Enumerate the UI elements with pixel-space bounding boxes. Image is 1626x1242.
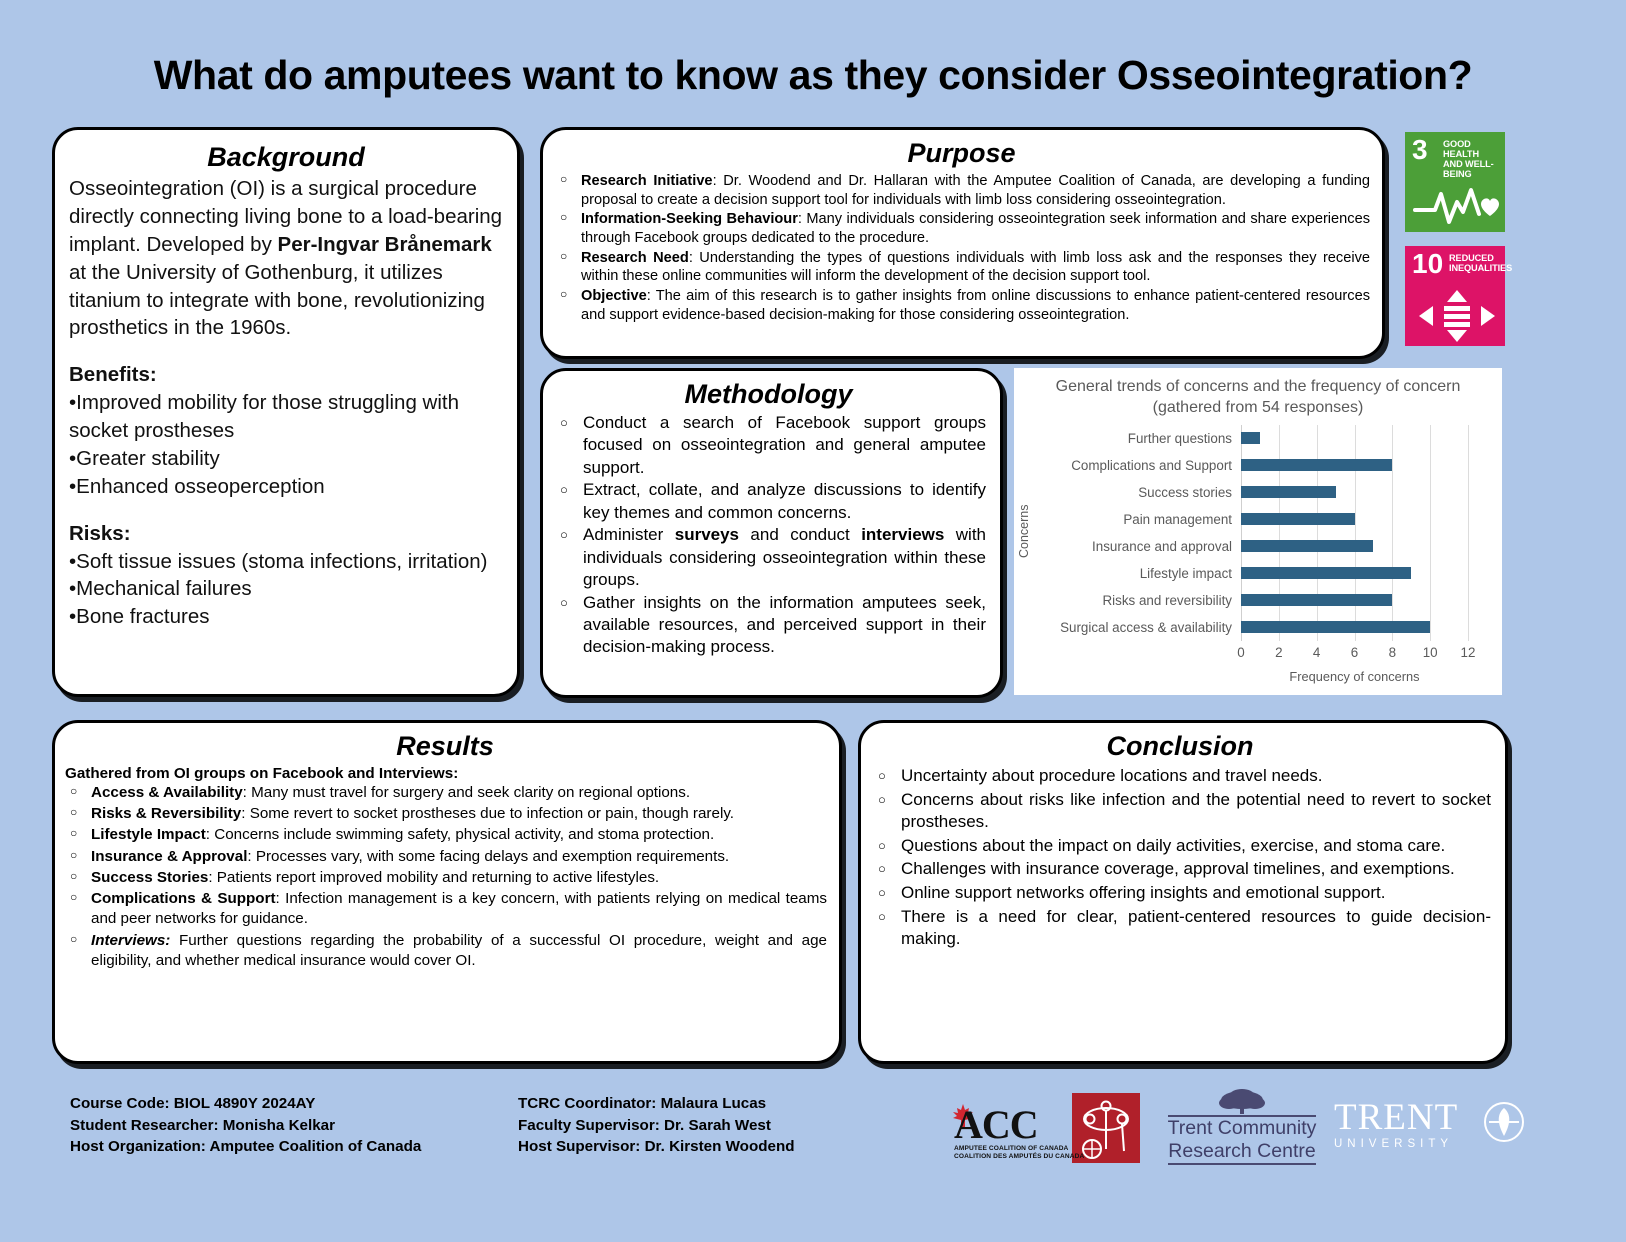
chart-bar [1241, 594, 1392, 606]
results-item-text: Further questions regarding the probability of a successful OI procedure, weight and age eligibility, and whether medical insurance would cover OI. [91, 931, 827, 969]
trent-university-logo [1334, 1099, 1519, 1161]
benefits-list [69, 389, 503, 501]
chart-x-tick-label: 12 [1460, 644, 1476, 660]
risks-heading: Risks: [69, 521, 131, 545]
chart-bar-track [1241, 614, 1502, 641]
methodology-list-item [551, 592, 986, 659]
acc-initials: ACC [954, 1102, 1038, 1147]
background-card-body [69, 175, 503, 631]
chart-x-tick-label: 0 [1237, 644, 1245, 660]
background-card-title: Background [207, 142, 365, 172]
background-intro-paragraph [69, 175, 503, 342]
sdg-10-caption-line1: REDUCED [1449, 253, 1494, 263]
purpose-item-text: : Many individuals considering osseointegration seek information and share experiences through Facebook groups dedicated to the procedure. [581, 211, 1370, 247]
results-item-label: Success Stories [91, 868, 209, 886]
conclusion-card [858, 720, 1508, 1064]
chart-bar [1241, 459, 1392, 471]
results-list-item [63, 931, 827, 971]
sdg-10-number: 10 [1412, 248, 1444, 279]
footer-line: TCRC Coordinator: Malaura Lucas [518, 1095, 767, 1112]
methodology-card-title: Methodology [684, 379, 853, 409]
tcrc-name-line1: Trent Community [1167, 1117, 1317, 1139]
footer-line: Faculty Supervisor: Dr. Sarah West [518, 1116, 771, 1134]
methodology-item-emphasis: surveys [674, 525, 740, 545]
background-spacer-1 [69, 342, 503, 361]
methodology-item-emphasis: interviews [861, 525, 945, 545]
chart-bar-row [1036, 587, 1502, 614]
results-card [52, 720, 842, 1064]
sdg-goal-3-badge [1405, 132, 1505, 232]
tcrc-logo [1162, 1089, 1322, 1169]
risk-item: •Mechanical failures [69, 577, 252, 601]
results-item-label: Complications & Support [91, 890, 276, 908]
chart-bar [1241, 432, 1260, 444]
acc-subtitle-en: AMPUTEE COALITION OF CANADA [954, 1145, 1069, 1152]
purpose-list [553, 172, 1370, 324]
chart-bar-track [1241, 479, 1502, 506]
results-list-item [63, 847, 827, 867]
chart-bar-row [1036, 452, 1502, 479]
sdg-3-number: 3 [1412, 134, 1428, 165]
background-inventor-name: Per-Ingvar Brånemark [277, 232, 492, 256]
results-list-item [63, 889, 827, 929]
trent-subtitle: UNIVERSITY [1334, 1138, 1454, 1150]
methodology-list-item [551, 479, 986, 524]
results-item-label: Interviews: [91, 931, 171, 949]
conclusion-list-item: ○ Questions about the impact on daily activities, exercise, and stoma care. [869, 835, 1491, 858]
purpose-item-label: Information-Seeking Behaviour [581, 211, 798, 228]
chart-y-axis-label: Concerns [1017, 504, 1031, 558]
benefit-item: •Greater stability [69, 446, 220, 470]
footer-line: Host Organization: Amputee Coalition of Canada [70, 1138, 422, 1156]
background-card [52, 127, 520, 697]
purpose-item-text: : Understanding the types of questions individuals with limb loss ask and the responses they receive within these online communities will inform the development of the decision support tool. [581, 249, 1370, 285]
chart-bar-row [1036, 506, 1502, 533]
chart-bar-rows [1036, 425, 1502, 641]
purpose-item-label: Research Initiative [581, 173, 713, 189]
chart-x-tick-label: 8 [1388, 644, 1397, 660]
background-intro-part1: Osseointegration (OI) is a surgical procedure directly connecting living bone to a load-bearing implant. Developed by [69, 177, 503, 256]
risks-list [69, 548, 503, 632]
chart-x-axis-ticks [1237, 644, 1476, 667]
results-list-item [63, 804, 827, 824]
chart-x-tick-label: 6 [1350, 644, 1359, 660]
chart-x-tick-label: 2 [1275, 644, 1283, 660]
chart-category-label: Surgical access & availability [1060, 619, 1232, 635]
chart-bar-track [1241, 452, 1502, 479]
sdg-3-caption-line1: GOOD HEALTH [1443, 139, 1479, 159]
background-spacer-2 [69, 501, 503, 520]
chart-category-label: Pain management [1123, 511, 1232, 527]
conclusion-list-item: ○ Concerns about risks like infection and the potential need to revert to socket prostheses. [869, 789, 1491, 834]
tcrc-name-line2: Research Centre [1168, 1140, 1316, 1162]
chart-bar-track [1241, 506, 1502, 533]
chart-plot-area [1014, 423, 1502, 684]
benefit-item: •Enhanced osseoperception [69, 474, 325, 498]
results-list-item [63, 825, 827, 845]
equality-arrows-icon [1415, 288, 1499, 344]
chart-title: General trends of concerns and the frequency of concern (gathered from 54 responses) [1055, 378, 1461, 416]
results-item-label: Insurance & Approval [91, 847, 248, 865]
chart-category-label: Complications and Support [1071, 457, 1232, 473]
footer-line: Student Researcher: Monisha Kelkar [70, 1116, 336, 1134]
chart-category-label: Lifestyle impact [1139, 565, 1232, 581]
page-title: What do amputees want to know as they consider Osseointegration? [153, 52, 1473, 98]
results-item-text: : Some revert to socket prostheses due to infection or pain, though rarely. [241, 805, 734, 823]
chart-bar [1241, 486, 1336, 498]
results-item-text: : Patients report improved mobility and returning to active lifestyles. [208, 868, 660, 886]
results-item-label: Risks & Reversibility [91, 805, 242, 823]
trent-wordmark: TRENT [1334, 1097, 1459, 1138]
footer-course-info [70, 1093, 421, 1158]
conclusion-card-title: Conclusion [1106, 731, 1254, 761]
chart-x-tick-label: 10 [1422, 644, 1438, 660]
results-item-text: : Processes vary, with some facing delays and exemption requirements. [247, 847, 730, 865]
conclusion-list [869, 765, 1491, 951]
methodology-list-item [551, 412, 986, 479]
chart-bar-row [1036, 614, 1502, 641]
methodology-item-text: Administer [583, 525, 675, 545]
acc-subtitle [954, 1145, 1084, 1161]
risk-item: •Bone fractures [69, 605, 210, 629]
chart-bar-row [1036, 479, 1502, 506]
chart-bar-track [1241, 560, 1502, 587]
chart-bar-row [1036, 560, 1502, 587]
chart-bar [1241, 567, 1411, 579]
sdg-10-caption [1449, 254, 1512, 274]
partner-logos [950, 1085, 1510, 1180]
chart-category-label: Risks and reversibility [1102, 592, 1232, 608]
purpose-item-text: : Dr. Woodend and Dr. Hallaran with the Amputee Coalition of Canada, are developing a funding proposal to create a decision support tool for individuals with limb loss considering osseointegration. [581, 173, 1370, 208]
purpose-item-label: Research Need [581, 249, 689, 266]
conclusion-list-item: ○ There is a need for clear, patient-centered resources to guide decision-making. [869, 906, 1491, 951]
acc-subtitle-fr: COALITION DES AMPUTÉS DU CANADA [954, 1153, 1085, 1161]
background-intro-part2: at the University of Gothenburg, it utilizes titanium to integrate with bone, revolutionizing prosthetics in the 1960s. [69, 260, 485, 340]
methodology-list-item [551, 524, 986, 591]
concerns-frequency-chart [1014, 368, 1502, 695]
methodology-card [540, 368, 1003, 698]
sdg-3-caption [1443, 140, 1505, 180]
results-item-label: Access & Availability [91, 784, 243, 801]
purpose-list-item [553, 249, 1370, 286]
results-item-label: Lifestyle Impact [91, 826, 206, 844]
footer-line: Host Supervisor: Dr. Kirsten Woodend [518, 1138, 795, 1156]
results-lead-text: Gathered from OI groups on Facebook and Interviews: [65, 765, 459, 782]
purpose-item-label: Objective [581, 288, 647, 305]
tcrc-rule-bottom [1168, 1163, 1316, 1165]
chart-category-label: Insurance and approval [1092, 538, 1232, 554]
purpose-card-title: Purpose [907, 138, 1016, 168]
benefits-heading: Benefits: [69, 363, 157, 387]
chart-bar-row [1036, 533, 1502, 560]
chart-category-label: Further questions [1127, 430, 1232, 446]
footer-line: Course Code: BIOL 4890Y 2024AY [70, 1095, 316, 1112]
methodology-list [551, 412, 986, 659]
results-card-title: Results [396, 731, 494, 761]
heartbeat-icon [1413, 180, 1499, 228]
purpose-list-item [553, 287, 1370, 324]
chart-bar-track [1241, 425, 1502, 452]
purpose-list-item [553, 172, 1370, 209]
footer-supervisor-info [518, 1093, 795, 1158]
purpose-item-text: : The aim of this research is to gather insights from online discussions to enhance patient-centered resources and support evidence-based decision-making for those considering osseointegration. [581, 288, 1370, 323]
risk-item: •Soft tissue issues (stoma infections, irritation) [69, 549, 488, 573]
results-list-item [63, 868, 827, 888]
results-list-item [63, 783, 827, 803]
tree-icon [1212, 1089, 1272, 1115]
conclusion-list-item: ○ Uncertainty about procedure locations and travel needs. [869, 765, 1491, 788]
chart-x-tick-label: 4 [1312, 644, 1321, 660]
results-item-text: : Concerns include swimming safety, physical activity, and stoma protection. [205, 826, 715, 844]
conclusion-list-item: ○ Online support networks offering insights and emotional support. [869, 882, 1491, 905]
conclusion-list-item: ○ Challenges with insurance coverage, approval timelines, and exemptions. [869, 858, 1491, 881]
purpose-list-item [553, 210, 1370, 247]
chart-bar-track [1241, 533, 1502, 560]
results-item-text: : Infection management is a key concern, with patients relying on medical teams and peer networks for guidance. [91, 890, 828, 928]
trent-crest-icon [1483, 1101, 1525, 1143]
methodology-item-text: with individuals considering osseointegration within these groups. [583, 525, 986, 590]
chart-bar-track [1241, 587, 1502, 614]
results-list [63, 783, 827, 971]
methodology-item-text: Gather insights on the information amputees seek, available resources, and perceived support in their decision-making process. [583, 592, 986, 657]
sdg-3-caption-line2: AND WELL-BEING [1443, 158, 1494, 179]
benefit-item: •Improved mobility for those struggling with socket prostheses [69, 391, 460, 442]
methodology-item-text: Extract, collate, and analyze discussions to identify key themes and common concerns. [583, 480, 986, 522]
sdg-10-caption-line2: INEQUALITIES [1449, 262, 1513, 273]
chart-bar-row [1036, 425, 1502, 452]
chart-bar [1241, 513, 1355, 525]
chart-bar [1241, 540, 1373, 552]
results-item-text: : Many must travel for surgery and seek clarity on regional options. [242, 784, 691, 801]
chart-bar [1241, 621, 1430, 633]
methodology-item-text: Conduct a search of Facebook support groups focused on osseointegration and general amputee support. [583, 413, 986, 477]
acc-logo [950, 1093, 1140, 1165]
methodology-item-text: and conduct [739, 525, 862, 545]
chart-category-label: Success stories [1138, 484, 1232, 500]
purpose-card [540, 127, 1385, 359]
sdg-goal-10-badge [1405, 246, 1513, 346]
chart-x-axis-label: Frequency of concerns [1289, 668, 1420, 684]
